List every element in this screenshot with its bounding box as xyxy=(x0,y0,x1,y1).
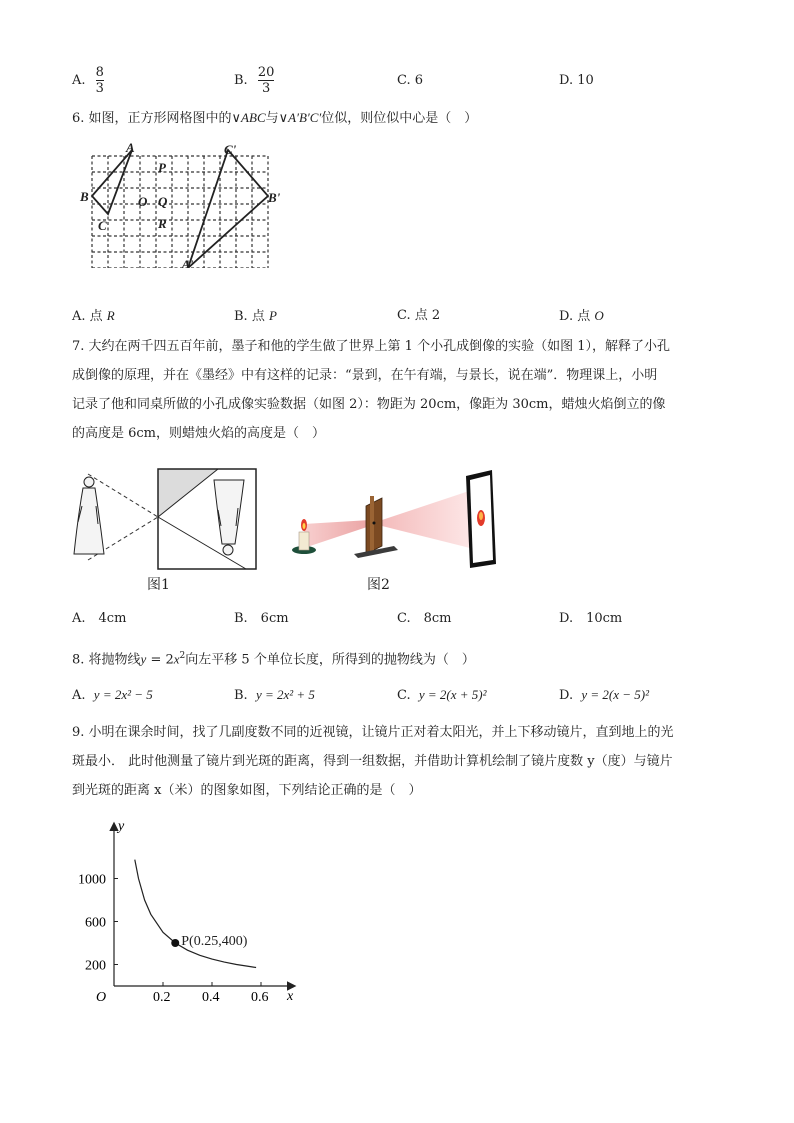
label-o: O xyxy=(138,194,148,209)
option-math: y = 2x² − 5 xyxy=(93,687,153,702)
numerator: 20 xyxy=(257,65,275,80)
q6-option-c[interactable]: C. 点 2 xyxy=(397,308,441,323)
math-var: y xyxy=(140,651,147,667)
option-var: R xyxy=(106,308,115,323)
q7-figure-2 xyxy=(286,468,500,574)
stem-line: 成倒像的原理，并在《墨经》中有这样的记录：“景到，在午有端，与景长，说在端”．物理课上，小明 xyxy=(72,368,658,383)
light-beam-left xyxy=(304,520,370,548)
label-q: Q xyxy=(158,194,168,209)
q6-grid-figure xyxy=(78,140,288,268)
curve-line xyxy=(135,860,256,968)
origin-label: O xyxy=(96,990,107,1005)
figure-1-caption: 图1 xyxy=(147,577,170,593)
q7-option-b[interactable]: B. 6cm xyxy=(234,611,289,626)
light-beam-right xyxy=(382,488,478,550)
stem-text: 与 xyxy=(265,111,279,126)
stem-line: 9. 小明在课余时间，找了几副度数不同的近视镜，让镜片正对着太阳光，并上下移动镜片，直到地上的光 xyxy=(72,725,674,740)
grid-lines xyxy=(92,156,268,268)
triangle-a2b2c2: ∨A′B′C′ xyxy=(278,110,322,125)
q7-option-d[interactable]: D. 10cm xyxy=(559,611,623,626)
q8-option-d[interactable] xyxy=(559,687,649,704)
y-tick-label: 200 xyxy=(85,958,106,974)
option-letter: B. xyxy=(234,688,248,703)
stem-line: 斑最小． 此时他测量了镜片到光斑的距离，得到一组数据，并借助计算机绘制了镜片度数 y（度）与镜片 xyxy=(72,754,673,769)
label-a: A xyxy=(126,140,135,155)
numerator: 8 xyxy=(95,65,104,80)
math-text: = 2 xyxy=(146,652,174,668)
option-var: P xyxy=(268,308,277,323)
figure-2-caption: 图2 xyxy=(367,577,390,593)
math-var: x xyxy=(173,651,180,667)
label-r: R xyxy=(158,216,167,231)
option-math: y = 2(x + 5)² xyxy=(418,687,487,702)
y-tick-label: 600 xyxy=(85,915,106,931)
label-p: P xyxy=(158,160,166,175)
q7-option-a[interactable]: A. 4cm xyxy=(72,611,127,626)
label-c: C xyxy=(98,218,107,233)
person-figure xyxy=(74,477,104,554)
label-b: B xyxy=(80,189,89,204)
stem-text: 6. 如图，正方形网格图中的 xyxy=(72,111,232,126)
math-exponent: 2 xyxy=(179,651,186,661)
stem-line: 7. 大约在两千四五百年前，墨子和他的学生做了世界上第 1 个小孔成倒像的实验（如图 1），解释了小孔 xyxy=(72,339,670,354)
q7-stem xyxy=(72,332,732,448)
label-a-prime: A' xyxy=(182,257,194,268)
screen-board xyxy=(466,470,496,568)
q8-option-c[interactable] xyxy=(397,687,487,704)
triangle-abc: ∨ABC xyxy=(231,110,266,125)
q6-stem xyxy=(72,110,477,127)
stem-line: 记录了他和同桌所做的小孔成像实验数据（如图 2）：物距为 20cm，像距为 30cm，蜡烛火焰倒立的像 xyxy=(72,397,666,412)
stem-text: 位似，则位似中心是（ ） xyxy=(321,111,478,126)
x-axis-label: x xyxy=(287,989,294,1004)
x-tick-label: 0.2 xyxy=(153,990,171,1005)
q5-option-b[interactable] xyxy=(234,65,274,96)
q8-option-a[interactable] xyxy=(72,687,153,704)
q8-option-b[interactable] xyxy=(234,687,315,704)
denominator: 3 xyxy=(95,81,104,96)
option-letter: D. xyxy=(559,688,574,703)
y-tick-label: 1000 xyxy=(78,872,106,888)
option-letter: C. xyxy=(397,688,411,703)
stem-line: 到光斑的距离 x（米）的图象如图，下列结论正确的是（ ） xyxy=(72,783,422,798)
q7-option-c[interactable]: C. 8cm xyxy=(397,611,452,626)
denominator: 3 xyxy=(261,81,271,96)
q6-option-b[interactable] xyxy=(234,308,277,325)
q7-figure-1 xyxy=(68,466,264,572)
stem-text: 8. 将抛物线 xyxy=(72,652,141,668)
option-letter: B. xyxy=(234,73,248,88)
q8-stem xyxy=(72,648,475,668)
x-tick-label: 0.4 xyxy=(202,990,220,1005)
option-letter: A. xyxy=(72,688,86,703)
fraction xyxy=(96,65,104,96)
q9-stem xyxy=(72,718,732,805)
option-var: O xyxy=(594,308,604,323)
label-c-prime: C' xyxy=(224,142,237,157)
triangle-a2b2c2-shape xyxy=(188,150,268,268)
q5-option-c[interactable]: C. 6 xyxy=(397,73,424,88)
option-math: y = 2x² + 5 xyxy=(255,687,315,702)
option-math: y = 2(x − 5)² xyxy=(581,687,649,702)
q6-option-a[interactable] xyxy=(72,308,115,325)
stem-text: 向左平移 5 个单位长度，所得到的抛物线为（ ） xyxy=(185,652,475,668)
point-p-marker xyxy=(171,939,179,947)
label-b-prime: B' xyxy=(268,190,281,205)
option-text: B. 点 xyxy=(234,309,269,324)
y-axis-label: y xyxy=(118,819,125,834)
option-letter: A. xyxy=(72,73,86,88)
q6-option-d[interactable] xyxy=(559,308,604,325)
option-text: A. 点 xyxy=(72,309,107,324)
q5-option-a[interactable] xyxy=(72,65,104,96)
q5-option-d[interactable]: D. 10 xyxy=(559,73,594,88)
fraction xyxy=(258,65,275,96)
x-tick-label: 0.6 xyxy=(251,990,269,1005)
point-p-label: P(0.25,400) xyxy=(181,934,248,949)
option-text: D. 点 xyxy=(559,309,595,324)
q9-chart xyxy=(66,816,310,1010)
stem-line: 的高度是 6cm，则蜡烛火焰的高度是（ ） xyxy=(72,426,326,441)
